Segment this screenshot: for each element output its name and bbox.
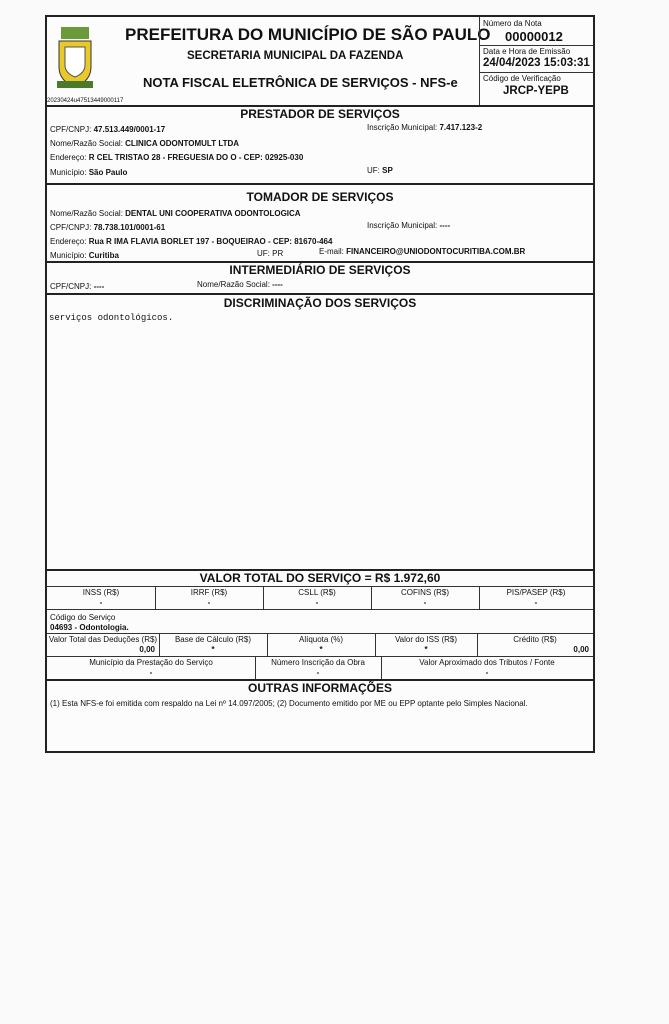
extra-label: Valor Aproximado dos Tributos / Fonte xyxy=(419,658,555,667)
calc-label: Valor Total das Deduções (R$) xyxy=(48,635,158,644)
tomador-uf: PR xyxy=(272,249,284,258)
calc-value: * xyxy=(211,645,215,654)
calc-label: Alíquota (%) xyxy=(298,635,344,644)
extra-value: - xyxy=(485,668,489,677)
codigo-servico-label: Código do Serviço xyxy=(50,613,116,622)
tomador-nome: DENTAL UNI COOPERATIVA ODONTOLOGICA xyxy=(125,209,301,218)
label: CPF/CNPJ: xyxy=(50,125,92,134)
taxes-label: IRRF (R$) xyxy=(190,588,228,597)
label: Município: xyxy=(50,251,87,260)
label: Município: xyxy=(50,168,87,177)
label: Inscrição Municipal: xyxy=(367,123,438,132)
label: Endereço: xyxy=(50,237,87,246)
calc-label: Valor do ISS (R$) xyxy=(394,635,458,644)
calc-value: * xyxy=(424,645,428,654)
header-subtitle: SECRETARIA MUNICIPAL DA FAZENDA xyxy=(187,50,404,62)
codigo-servico: 04693 - Odontologia. xyxy=(50,623,129,632)
tomador-endereco: Rua R IMA FLAVIA BORLET 197 - BOQUEIRAO - CEP: 81670-464 xyxy=(88,237,333,246)
label: UF: xyxy=(257,249,270,258)
calc-value: 0,00 xyxy=(139,645,155,654)
outras-text: (1) Esta NFS-e foi emitida com respaldo na Lei nº 14.097/2005; (2) Documento emitido por ME ou EPP optante pelo Simples Nacional. xyxy=(50,699,528,708)
label: Nome/Razão Social: xyxy=(50,139,123,148)
label: CPF/CNPJ: xyxy=(50,223,92,232)
calc-label: Crédito (R$) xyxy=(513,635,557,644)
taxes-value: - xyxy=(315,598,319,607)
taxes-value: - xyxy=(207,598,211,607)
header-title: PREFEITURA DO MUNICÍPIO DE SÃO PAULO xyxy=(125,25,491,44)
prestador-title: PRESTADOR DE SERVIÇOS xyxy=(240,107,400,121)
tomador-municipio: Curitiba xyxy=(88,251,119,260)
taxes-label: COFINS (R$) xyxy=(401,588,449,597)
prestador-im: 7.417.123-2 xyxy=(439,123,483,132)
discriminacao-title: DISCRIMINAÇÃO DOS SERVIÇOS xyxy=(223,296,417,310)
taxes-value: - xyxy=(534,598,538,607)
discriminacao-text: serviços odontológicos. xyxy=(49,313,174,323)
label: UF: xyxy=(367,166,380,175)
intermediario-nome: ---- xyxy=(272,280,283,289)
city-coat-of-arms-logo xyxy=(55,25,95,95)
extra-label: Número Inscrição da Obra xyxy=(271,658,365,667)
intermediario-title: INTERMEDIÁRIO DE SERVIÇOS xyxy=(229,263,411,277)
numero-nota: 00000012 xyxy=(505,29,563,44)
data-label: Data e Hora de Emissão xyxy=(483,47,571,56)
label: Nome/Razão Social: xyxy=(197,280,270,289)
intermediario-cnpj: ---- xyxy=(93,282,105,291)
codigo-label: Código de Verificação xyxy=(483,74,561,83)
prestador-nome: CLINICA ODONTOMULT LTDA xyxy=(125,139,240,148)
label: Inscrição Municipal: xyxy=(367,221,438,230)
valor-total: VALOR TOTAL DO SERVIÇO = R$ 1.972,60 xyxy=(199,571,441,585)
extra-value: - xyxy=(316,668,320,677)
taxes-value: - xyxy=(99,598,103,607)
prestador-municipio: São Paulo xyxy=(88,168,128,177)
data-emissao: 24/04/2023 15:03:31 xyxy=(483,57,590,69)
taxes-value: - xyxy=(423,598,427,607)
calc-label: Base de Cálculo (R$) xyxy=(174,635,252,644)
label: Endereço: xyxy=(50,153,87,162)
calc-value: * xyxy=(319,645,323,654)
prestador-endereco: R CEL TRISTAO 28 - FREGUESIA DO O - CEP: 02925-030 xyxy=(88,153,304,162)
numero-label: Número da Nota xyxy=(483,19,542,28)
barcode-number: 20230424u47513449000117 xyxy=(47,98,124,104)
tomador-email: FINANCEIRO@UNIODONTOCURITIBA.COM.BR xyxy=(346,247,526,256)
taxes-label: INSS (R$) xyxy=(82,588,120,597)
label: CPF/CNPJ: xyxy=(50,282,92,291)
outras-title: OUTRAS INFORMAÇÕES xyxy=(248,681,392,695)
label: E-mail: xyxy=(319,247,344,256)
prestador-cnpj: 47.513.449/0001-17 xyxy=(93,125,166,134)
tomador-title: TOMADOR DE SERVIÇOS xyxy=(246,190,394,204)
document-title: NOTA FISCAL ELETRÔNICA DE SERVIÇOS - NFS-e xyxy=(143,75,458,90)
taxes-label: CSLL (R$) xyxy=(298,588,336,597)
codigo-verificacao: JRCP-YEPB xyxy=(503,85,569,97)
calc-value: 0,00 xyxy=(573,645,589,654)
nfse-document xyxy=(45,15,595,753)
taxes-label: PIS/PASEP (R$) xyxy=(506,588,566,597)
tomador-cnpj: 78.738.101/0001-61 xyxy=(93,223,166,232)
extra-value: - xyxy=(149,668,153,677)
tomador-im: ---- xyxy=(439,221,451,230)
prestador-uf: SP xyxy=(382,166,393,175)
extra-label: Município da Prestação do Serviço xyxy=(89,658,213,667)
label: Nome/Razão Social: xyxy=(50,209,123,218)
